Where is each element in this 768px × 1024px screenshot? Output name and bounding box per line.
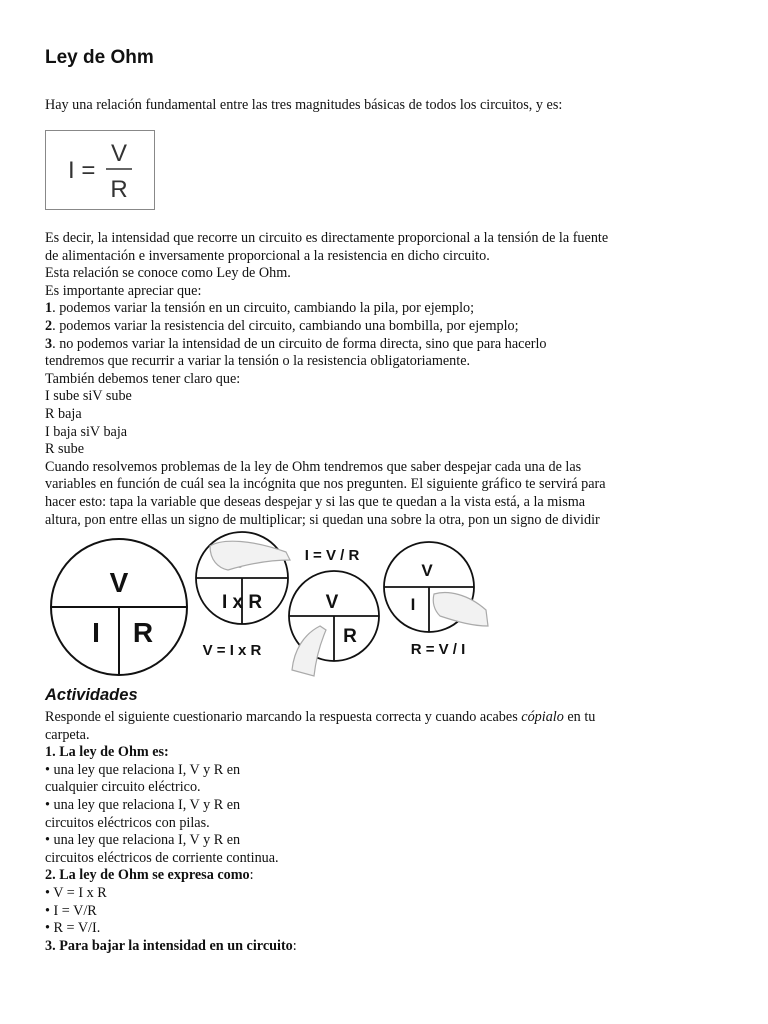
formula-numerator: V xyxy=(110,140,128,167)
ohm-triangle-diagram xyxy=(48,530,498,680)
question-colon: : xyxy=(249,867,254,884)
text-line: Es decir, la intensidad que recorre un circuito es directamente proporcional a la tensión de la fuente xyxy=(45,230,609,246)
answer-option: circuitos eléctricos de corriente continua. xyxy=(45,849,279,866)
item-text: . no podemos variar la intensidad de un circuito de forma directa, sino que para hacerlo xyxy=(52,335,547,352)
c3-r-label: R xyxy=(343,626,357,647)
list-item xyxy=(45,336,735,354)
c2-caption: V = I x R xyxy=(202,642,262,659)
rule-line: I sube siV sube xyxy=(45,388,132,405)
c4-i-label: I xyxy=(410,595,416,614)
quiz-intro-text: Responde el siguiente cuestionario marcando la respuesta correcta y cuando acabes xyxy=(45,709,522,725)
quiz-intro: carpeta. xyxy=(45,726,90,743)
question-3 xyxy=(45,938,735,956)
rule-line: R sube xyxy=(45,441,85,458)
text-line: Esta relación se conoce como Ley de Ohm. xyxy=(45,265,291,282)
main-i-label: I xyxy=(92,617,100,648)
question-text: . La ley de Ohm se expresa como xyxy=(52,867,250,884)
intro-paragraph: Hay una relación fundamental entre las tres magnitudes básicas de todos los circuitos, y es: xyxy=(45,97,563,113)
c4-v-label: V xyxy=(421,561,433,580)
rule-line: R baja xyxy=(45,405,82,422)
text-line: Cuando resolvemos problemas de la ley de Ohm tendremos que saber despejar cada una de las xyxy=(45,458,582,475)
answer-option: circuitos eléctricos con pilas. xyxy=(45,814,210,831)
activities-heading: Actividades xyxy=(45,686,138,704)
list-item xyxy=(45,300,735,318)
main-ohm-circle xyxy=(51,539,187,675)
answer-option: • una ley que relaciona I, V y R en xyxy=(45,761,241,778)
main-v-label: V xyxy=(109,567,129,598)
question-number: 2 xyxy=(45,867,53,884)
text-line: Es importante apreciar que: xyxy=(45,282,202,299)
answer-option: • R = V/I. xyxy=(45,920,101,937)
answer-option: • V = I x R xyxy=(45,884,107,901)
explanation-text xyxy=(45,230,735,529)
c3-heading: I = V / R xyxy=(304,547,360,564)
covering-hand-icon xyxy=(292,626,326,676)
item-number: 1 xyxy=(45,300,53,317)
cover-i-circle xyxy=(289,571,379,676)
rule-line: I baja siV baja xyxy=(45,423,128,440)
quiz-intro-emphasis: cópialo xyxy=(521,709,564,725)
question-text: 3. Para bajar la intensidad en un circuito xyxy=(45,937,293,954)
item-text: . podemos variar la tensión en un circuito, cambiando la pila, por ejemplo; xyxy=(52,300,475,317)
text-line: de alimentación e inversamente proporcional a la resistencia en dicho circuito. xyxy=(45,247,490,264)
item-number: 2 xyxy=(45,317,53,334)
text-line: También debemos tener claro que: xyxy=(45,370,241,387)
question-1 xyxy=(45,744,735,762)
covering-hand-icon xyxy=(433,593,488,626)
main-r-label: R xyxy=(132,617,154,648)
list-item xyxy=(45,318,735,336)
page-title: Ley de Ohm xyxy=(45,47,154,68)
answer-option: • una ley que relaciona I, V y R en xyxy=(45,796,241,813)
ohm-formula-box xyxy=(45,130,155,210)
question-2 xyxy=(45,867,735,885)
item-text: . podemos variar la resistencia del circuito, cambiando una bombilla, por ejemplo; xyxy=(52,317,519,334)
c3-v-label: V xyxy=(325,592,339,613)
quiz-intro-text: en tu xyxy=(563,709,596,725)
quiz-intro xyxy=(45,709,735,727)
covering-hand-icon xyxy=(210,541,290,570)
answer-option: • una ley que relaciona I, V y R en xyxy=(45,832,241,849)
c4-caption: R = V / I xyxy=(410,641,466,658)
cover-r-circle xyxy=(384,542,488,658)
ohm-formula xyxy=(46,131,153,208)
c2-ixr-label: I x R xyxy=(221,592,263,613)
answer-option: • I = V/R xyxy=(45,902,97,919)
answer-option: cualquier circuito eléctrico. xyxy=(45,779,201,796)
text-line: hacer esto: tapa la variable que deseas despejar y si las que te quedan a la vista está, a la misma xyxy=(45,493,586,510)
activities-quiz xyxy=(45,709,735,955)
formula-lhs: I = xyxy=(68,157,96,184)
question-text: 1. La ley de Ohm es: xyxy=(45,744,169,761)
text-line: variables en función de cuál sea la incógnita que nos pregunten. El siguiente gráfico te servirá para xyxy=(45,476,606,493)
text-line: altura, pon entre ellas un signo de multiplicar; si quedan una sobre la otra, pon un signo de dividir xyxy=(45,511,600,528)
question-colon: : xyxy=(292,937,297,954)
cover-v-circle xyxy=(196,532,290,659)
text-line: tendremos que recurrir a variar la tensión o la resistencia obligatoriamente. xyxy=(45,353,471,370)
item-number: 3 xyxy=(45,335,53,352)
formula-denominator: R xyxy=(110,176,128,203)
